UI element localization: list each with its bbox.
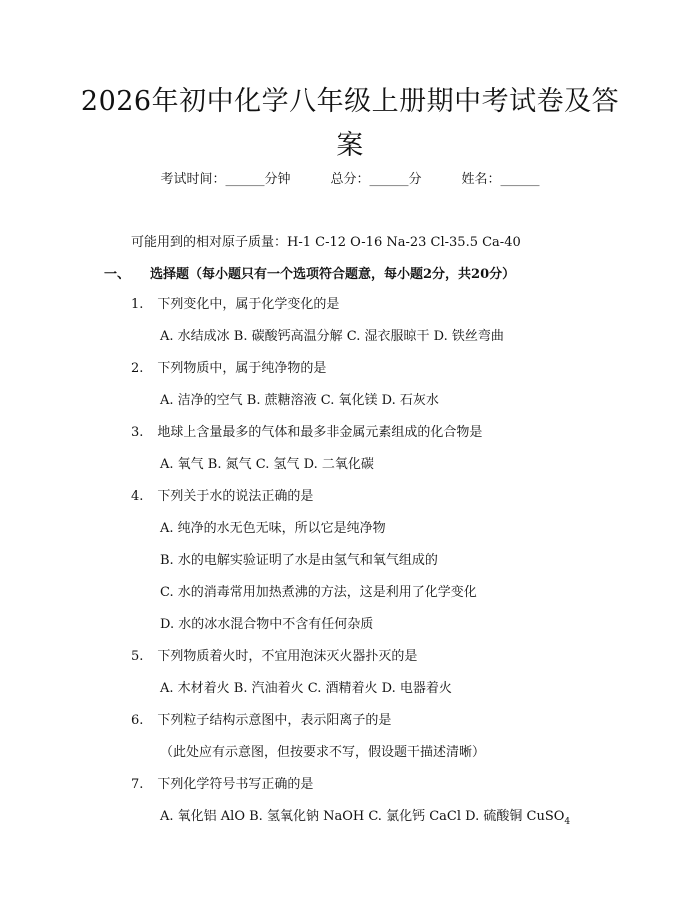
question-5 xyxy=(131,645,417,664)
question-6-note: （此处应有示意图，但按要求不写，假设题干描述清晰） xyxy=(160,745,486,760)
title-line-2: 案 xyxy=(336,130,364,161)
question-2 xyxy=(131,357,326,376)
question-4-option-d: D. 水的冰水混合物中不含有任何杂质 xyxy=(160,617,374,632)
student-name: 姓名：______ xyxy=(461,172,540,187)
question-number: 2. xyxy=(131,361,144,376)
subscript: 4 xyxy=(564,817,571,827)
section-1-heading xyxy=(104,263,515,282)
options-text: A. 氧化铝 AlO B. 氢氧化钠 NaOH C. 氯化钙 CaCl D. 硫酸铜 CuSO xyxy=(160,809,565,824)
title-line-1: 2026年初中化学八年级上册期中考试卷及答 xyxy=(80,86,620,117)
question-text: 地球上含量最多的气体和最多非金属元素组成的化合物是 xyxy=(157,425,483,440)
question-text: 下列物质着火时，不宜用泡沫灭火器扑灭的是 xyxy=(157,649,418,664)
section-number: 一、 xyxy=(104,267,131,282)
question-7 xyxy=(131,773,313,792)
question-4-option-b: B. 水的电解实验证明了水是由氢气和氧气组成的 xyxy=(160,553,438,568)
question-number: 7. xyxy=(131,777,144,792)
exam-meta xyxy=(0,168,700,187)
exam-score: 总分：______分 xyxy=(330,172,422,187)
question-2-options: A. 洁净的空气 B. 蔗糖溶液 C. 氧化镁 D. 石灰水 xyxy=(160,393,439,408)
exam-time: 考试时间：______分钟 xyxy=(160,172,291,187)
question-text: 下列粒子结构示意图中，表示阳离子的是 xyxy=(157,713,392,728)
question-6 xyxy=(131,709,391,728)
document-title xyxy=(60,80,640,168)
question-3 xyxy=(131,421,482,440)
question-5-options: A. 木材着火 B. 汽油着火 C. 酒精着火 D. 电器着火 xyxy=(160,681,452,696)
question-4 xyxy=(131,485,313,504)
question-1 xyxy=(131,293,339,312)
question-3-options: A. 氧气 B. 氮气 C. 氢气 D. 二氧化碳 xyxy=(160,457,374,472)
question-number: 3. xyxy=(131,425,144,440)
question-number: 4. xyxy=(131,489,144,504)
question-number: 1. xyxy=(131,297,144,312)
question-text: 下列关于水的说法正确的是 xyxy=(157,489,314,504)
question-text: 下列变化中，属于化学变化的是 xyxy=(157,297,340,312)
question-text: 下列物质中，属于纯净物的是 xyxy=(157,361,327,376)
question-1-options: A. 水结成冰 B. 碳酸钙高温分解 C. 湿衣服晾干 D. 铁丝弯曲 xyxy=(160,329,504,344)
atomic-masses: 可能用到的相对原子质量：H-1 C-12 O-16 Na-23 Cl-35.5 Ca-40 xyxy=(131,235,521,250)
question-number: 6. xyxy=(131,713,144,728)
question-text: 下列化学符号书写正确的是 xyxy=(157,777,314,792)
question-4-option-c: C. 水的消毒常用加热煮沸的方法，这是利用了化学变化 xyxy=(160,585,477,600)
question-7-options xyxy=(160,805,571,827)
question-number: 5. xyxy=(131,649,144,664)
question-4-option-a: A. 纯净的水无色无味，所以它是纯净物 xyxy=(160,521,386,536)
section-title: 选择题（每小题只有一个选项符合题意，每小题2分，共20分） xyxy=(150,267,516,282)
